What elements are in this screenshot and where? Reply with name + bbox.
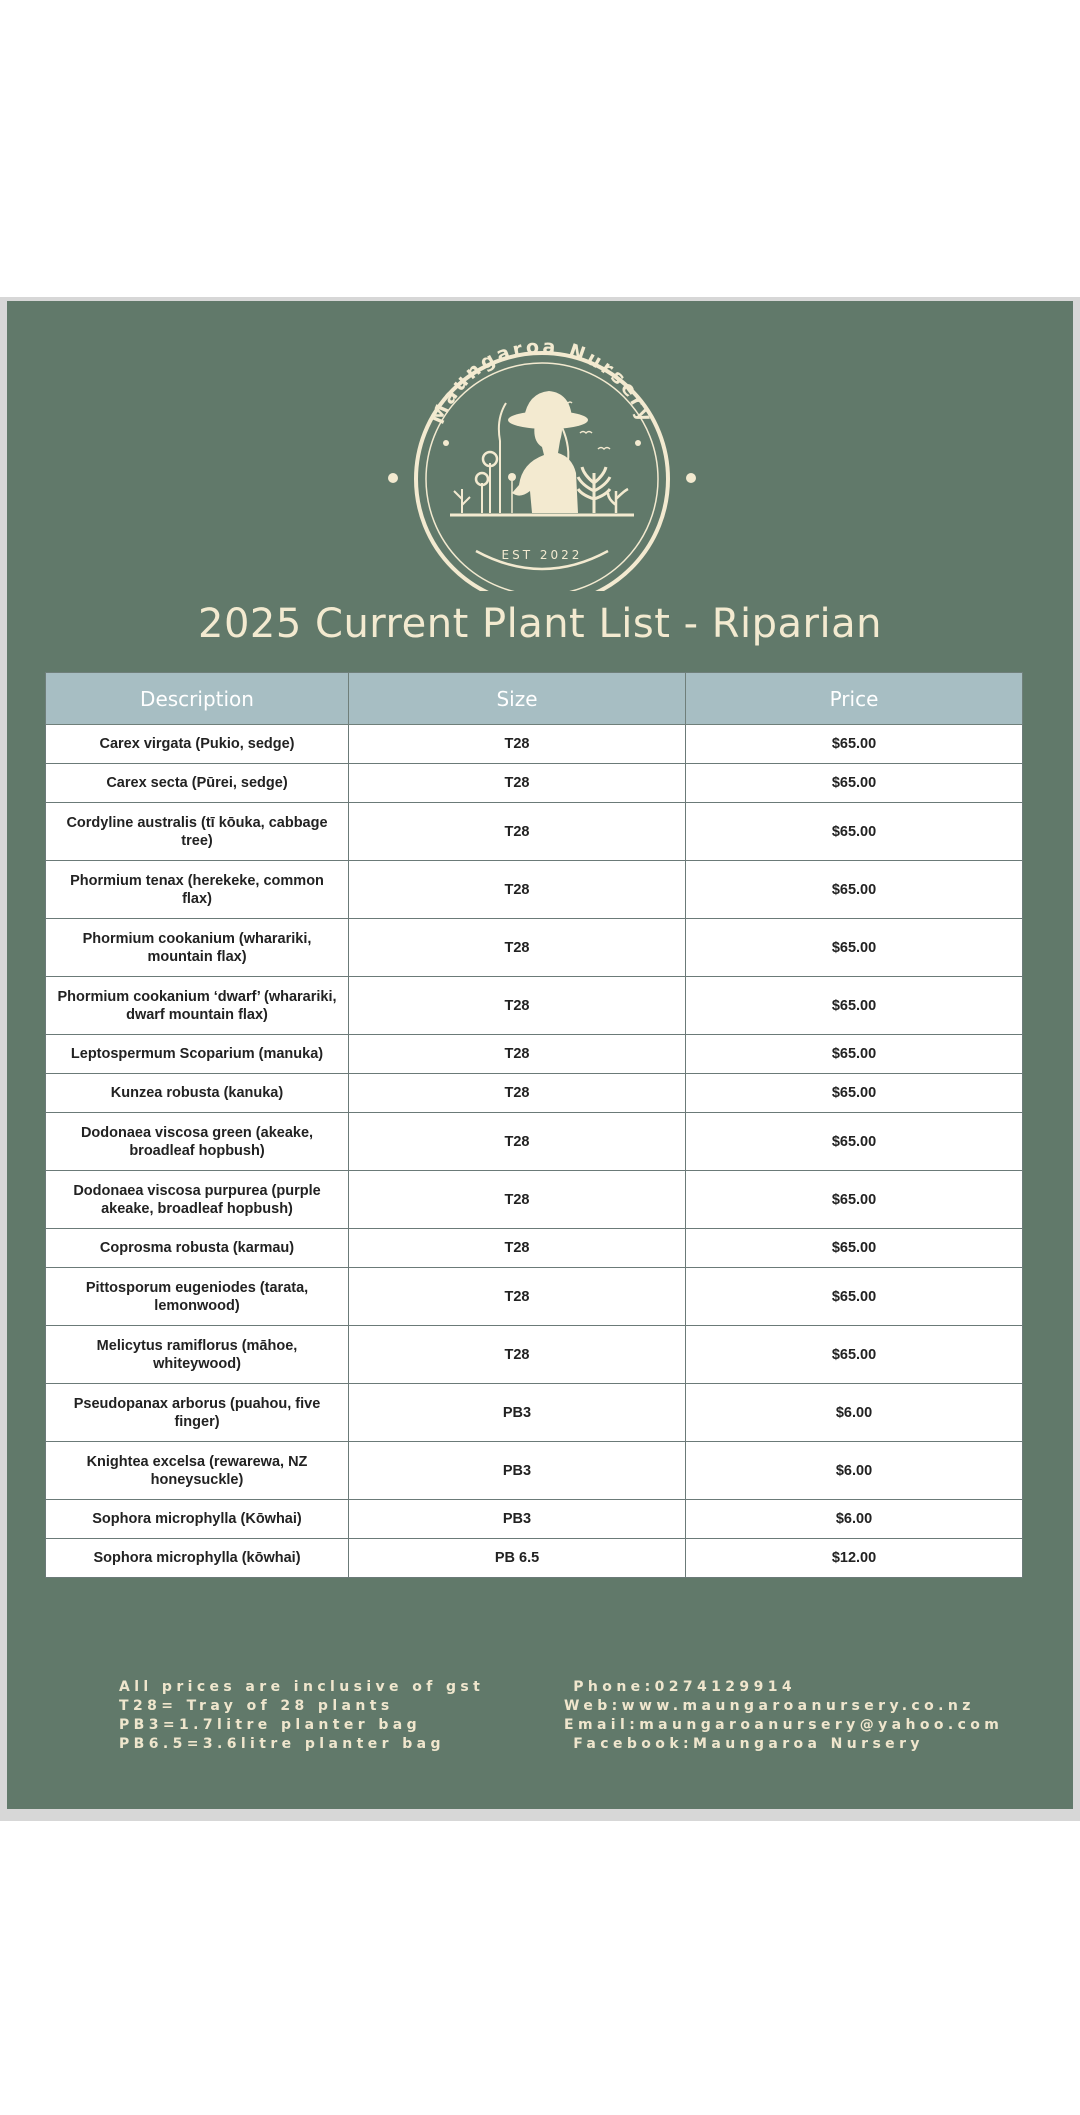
gardener-hat-crown (524, 391, 572, 418)
column-header-description: Description (46, 673, 349, 725)
plant-list-sheet (7, 301, 1073, 1809)
table-row (46, 1229, 1023, 1268)
cell-description: Leptospermum Scoparium (manuka) (46, 1035, 349, 1074)
cell-price: $65.00 (686, 764, 1023, 803)
table-row (46, 1113, 1023, 1171)
table-row (46, 764, 1023, 803)
cell-size: T28 (349, 1268, 686, 1326)
table-row (46, 977, 1023, 1035)
cell-size: T28 (349, 977, 686, 1035)
contact-details (564, 1678, 1003, 1754)
cell-description: Dodonaea viscosa green (akeake, broadleaf hopbush) (46, 1113, 349, 1171)
cell-description: Phormium cookanium ‘dwarf’ (wharariki, dwarf mountain flax) (46, 977, 349, 1035)
cell-size: T28 (349, 1326, 686, 1384)
nursery-logo (372, 323, 712, 591)
pricing-notes (119, 1678, 484, 1754)
table-row (46, 1326, 1023, 1384)
cell-description: Pittosporum eugeniodes (tarata, lemonwood) (46, 1268, 349, 1326)
cell-size: T28 (349, 1113, 686, 1171)
contact-facebook: Facebook:Maungaroa Nursery (564, 1736, 924, 1752)
cell-description: Cordyline australis (tī kōuka, cabbage tree) (46, 803, 349, 861)
cell-price: $6.00 (686, 1442, 1023, 1500)
cell-price: $12.00 (686, 1539, 1023, 1578)
cell-size: T28 (349, 861, 686, 919)
cell-description: Phormium tenax (herekeke, common flax) (46, 861, 349, 919)
cell-size: T28 (349, 1074, 686, 1113)
table-row (46, 919, 1023, 977)
plant-price-table (45, 672, 1023, 1578)
cell-size: PB 6.5 (349, 1539, 686, 1578)
cell-description: Dodonaea viscosa purpurea (purple akeake, broadleaf hopbush) (46, 1171, 349, 1229)
logo-dot-left (388, 473, 398, 483)
cell-price: $65.00 (686, 977, 1023, 1035)
cell-description: Pseudopanax arborus (puahou, five finger) (46, 1384, 349, 1442)
column-header-price: Price (686, 673, 1023, 725)
table-row (46, 1539, 1023, 1578)
cell-description: Melicytus ramiflorus (māhoe, whiteywood) (46, 1326, 349, 1384)
cell-size: PB3 (349, 1442, 686, 1500)
cell-size: T28 (349, 1171, 686, 1229)
page-title: 2025 Current Plant List - Riparian (198, 601, 882, 647)
contact-phone: Phone:0274129914 (564, 1679, 796, 1695)
cell-size: T28 (349, 919, 686, 977)
table-row (46, 1500, 1023, 1539)
cell-description: Sophora microphylla (Kōwhai) (46, 1500, 349, 1539)
table-row (46, 1171, 1023, 1229)
table-row (46, 1442, 1023, 1500)
cell-size: T28 (349, 725, 686, 764)
cell-size: PB3 (349, 1500, 686, 1539)
cell-price: $6.00 (686, 1384, 1023, 1442)
table-row (46, 1384, 1023, 1442)
cell-size: T28 (349, 803, 686, 861)
cell-price: $65.00 (686, 919, 1023, 977)
column-header-size: Size (349, 673, 686, 725)
cell-price: $65.00 (686, 1326, 1023, 1384)
logo-brand-text: Maungaroa Nursery (426, 335, 658, 428)
table-row (46, 1035, 1023, 1074)
cell-price: $65.00 (686, 861, 1023, 919)
note-gst: All prices are inclusive of gst (119, 1679, 485, 1695)
table-header-row (46, 673, 1023, 725)
table-row (46, 725, 1023, 764)
logo-established-text: EST 2022 (501, 548, 583, 562)
cell-size: T28 (349, 1229, 686, 1268)
note-t28: T28= Tray of 28 plants (119, 1698, 394, 1714)
cell-description: Carex secta (Pūrei, sedge) (46, 764, 349, 803)
cell-size: T28 (349, 764, 686, 803)
table-row (46, 1268, 1023, 1326)
contact-email: Email:maungaroanursery@yahoo.com (564, 1717, 1004, 1733)
contact-web: Web:www.maungaroanursery.co.nz (564, 1698, 975, 1714)
cell-price: $65.00 (686, 1268, 1023, 1326)
cell-description: Carex virgata (Pukio, sedge) (46, 725, 349, 764)
cell-price: $6.00 (686, 1500, 1023, 1539)
note-pb3: PB3=1.7litre planter bag (119, 1717, 422, 1733)
gardener-figure (512, 423, 578, 513)
cell-price: $65.00 (686, 725, 1023, 764)
cell-description: Knightea excelsa (rewarewa, NZ honeysuckle) (46, 1442, 349, 1500)
cell-description: Sophora microphylla (kōwhai) (46, 1539, 349, 1578)
table-row (46, 803, 1023, 861)
cell-size: T28 (349, 1035, 686, 1074)
cell-price: $65.00 (686, 803, 1023, 861)
cell-size: PB3 (349, 1384, 686, 1442)
table-row (46, 1074, 1023, 1113)
cell-price: $65.00 (686, 1035, 1023, 1074)
table-row (46, 861, 1023, 919)
cell-description: Kunzea robusta (kanuka) (46, 1074, 349, 1113)
cell-description: Phormium cookanium (wharariki, mountain flax) (46, 919, 349, 977)
cell-price: $65.00 (686, 1074, 1023, 1113)
plant-table-body (46, 725, 1023, 1578)
cell-price: $65.00 (686, 1171, 1023, 1229)
cell-price: $65.00 (686, 1229, 1023, 1268)
note-pb65: PB6.5=3.6litre planter bag (119, 1736, 445, 1752)
cell-price: $65.00 (686, 1113, 1023, 1171)
fern-leaves (578, 467, 610, 513)
cell-description: Coprosma robusta (karmau) (46, 1229, 349, 1268)
logo-dot-right (686, 473, 696, 483)
